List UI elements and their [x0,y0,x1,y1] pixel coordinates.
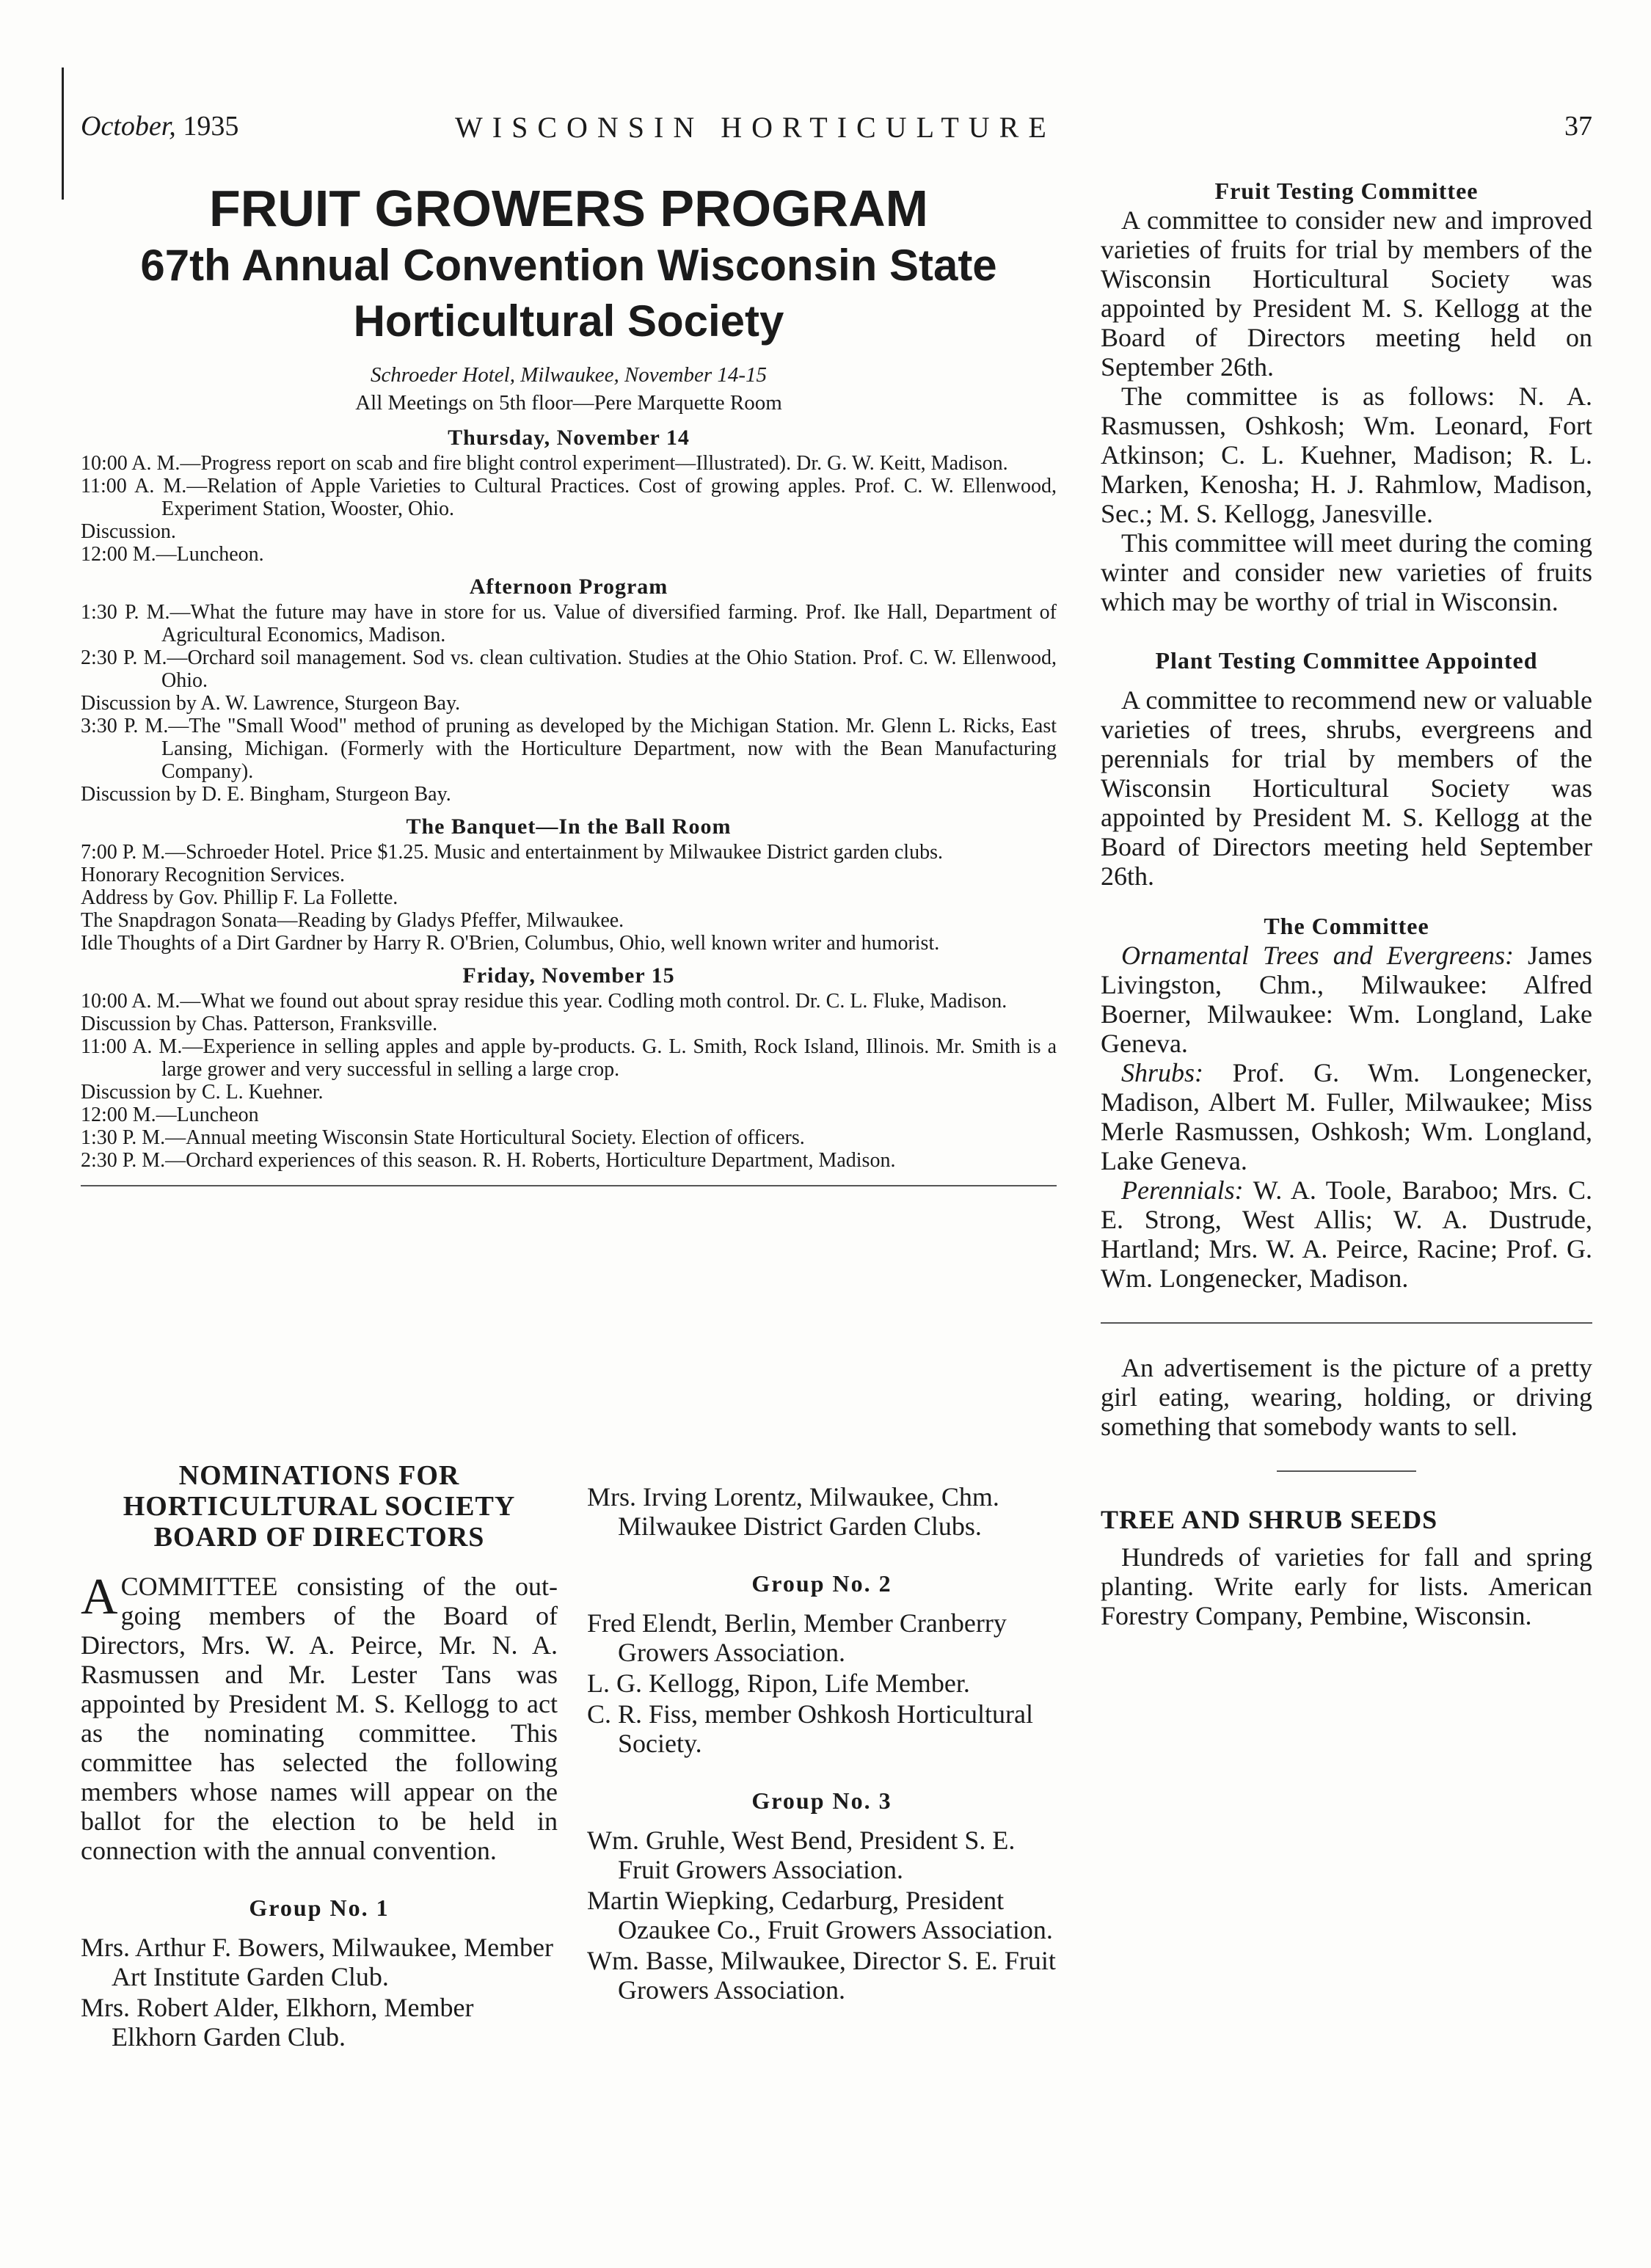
advertisement-quip: An advertisement is the picture of a pretty girl eating, wearing, holding, or driving something that somebody wants to sell. [1101,1353,1592,1441]
section-divider [1101,1322,1592,1324]
program-entry: The Snapdragon Sonata—Reading by Gladys Pfeffer, Milwaukee. [81,909,624,932]
program-entry: 7:00 P. M.—Schroeder Hotel. Price $1.25. Music and entertainment by Milwaukee District garden clubs. [81,841,943,864]
nominee: Mrs. Irving Lorentz, Milwaukee, Chm. Milwaukee District Garden Clubs. [587,1482,999,1541]
committee-ornamental: Ornamental Trees and Evergreens: James Livingston, Chm., Milwaukee: Alfred Boerner, Milwaukee: Wm. Longland, Lake Geneva. [1101,941,1592,1058]
program-entry: 11:00 A. M.—Relation of Apple Varieties to Cultural Practices. Cost of growing apples. Prof. C. W. Ellenwood, Experiment Station, Wooster, Ohio. [81,475,1057,520]
program-meetings-note: All Meetings on 5th floor—Pere Marquette Room [355,391,782,415]
section-divider [1277,1470,1416,1472]
program-entry: Discussion by A. W. Lawrence, Sturgeon Bay. [81,692,461,715]
program-entry: Discussion by D. E. Bingham, Sturgeon Bay. [81,783,451,806]
committee-perennials: Perennials: W. A. Toole, Baraboo; Mrs. C. E. Strong, West Allis; W. A. Dustrude, Hartland; Mrs. W. A. Peirce, Racine; Prof. G. Wm. Longenecker, Madison. [1101,1175,1592,1293]
header-title: WISCONSIN HORTICULTURE [455,111,1056,144]
nominee: C. R. Fiss, member Oshkosh Horticultural Society. [587,1699,1033,1758]
paragraph: This committee will meet during the coming winter and consider new varieties of fruits which may be worthy of trial in Wisconsin. [1101,528,1592,616]
section-divider [81,1185,1057,1186]
thursday-heading: Thursday, November 14 [448,426,690,450]
nominee: Fred Elendt, Berlin, Member Cranberry Growers Association. [587,1608,1007,1667]
program-entry: 10:00 A. M.—Progress report on scab and fire blight control experiment—Illustrated). Dr. G. W. Keitt, Madison. [81,452,1008,475]
nominations-article [81,1460,558,2053]
group-2-heading: Group No. 2 [751,1570,892,1597]
committee-heading: The Committee [1264,913,1429,939]
program-entry: 2:30 P. M.—Orchard soil management. Sod vs. clean cultivation. Studies at the Ohio Station. Prof. C. W. Ellenwood, Ohio. [81,646,1057,692]
header-date: October, 1935 [81,111,239,142]
program-entry: 12:00 M.—Luncheon [81,1104,259,1126]
program-subtitle-1: 67th Annual Convention Wisconsin State [140,241,997,290]
nominee: Martin Wiepking, Cedarburg, President Ozaukee Co., Fruit Growers Association. [587,1886,1053,1944]
friday-heading: Friday, November 15 [462,963,675,988]
program-venue: Schroeder Hotel, Milwaukee, November 14-15 [370,363,768,387]
committee-shrubs: Shrubs: Prof. G. Wm. Longenecker, Madison, Albert M. Fuller, Milwaukee; Miss Merle Rasmussen, Oshkosh; Wm. Longland, Lake Geneva. [1101,1058,1593,1175]
group-1-heading: Group No. 1 [249,1895,390,1921]
program-title: FRUIT GROWERS PROGRAM [209,180,928,237]
afternoon-heading: Afternoon Program [469,575,668,599]
nominee: L. G. Kellogg, Ripon, Life Member. [587,1669,970,1698]
banquet-heading: The Banquet—In the Ball Room [406,814,732,839]
nominations-continued [587,1482,1057,2006]
nominee: Mrs. Robert Alder, Elkhorn, Member Elkhorn Garden Club. [81,1993,474,2052]
margin-rule [62,68,64,200]
program-entry: Discussion. [81,520,176,543]
program-subtitle-2: Horticultural Society [353,296,784,346]
program-entry: 2:30 P. M.—Orchard experiences of this season. R. H. Roberts, Horticulture Department, Madison. [81,1149,896,1172]
program-entry: Address by Gov. Phillip F. La Follette. [81,886,398,909]
fruit-growers-program [81,176,1057,1186]
program-entry: 12:00 M.—Luncheon. [81,543,264,566]
plant-testing-heading: Plant Testing Committee Appointed [1155,647,1538,674]
nominee: Mrs. Arthur F. Bowers, Milwaukee, Member Art Institute Garden Club. [81,1933,554,1991]
program-entry: Discussion by Chas. Patterson, Franksville. [81,1013,438,1035]
program-entry: 11:00 A. M.—Experience in selling apples and apple by-products. G. L. Smith, Rock Island, Illinois. Mr. Smith is a large grower and very successful in selling a large crop. [81,1035,1057,1081]
nominee: Wm. Gruhle, West Bend, President S. E. Fruit Growers Association. [587,1826,1016,1884]
program-entry: Discussion by C. L. Kuehner. [81,1081,324,1104]
paragraph: A committee to consider new and improved varieties of fruits for trial by members of the Wisconsin Horticultural Society was appointed by President M. S. Kellogg at the Board of Directors meeting held on September 26th. [1101,205,1592,382]
seeds-heading: TREE AND SHRUB SEEDS [1101,1505,1438,1534]
nominations-title: NOMINATIONS FOR HORTICULTURAL SOCIETY BOARD OF DIRECTORS [123,1460,516,1553]
fruit-testing-heading: Fruit Testing Committee [1214,178,1479,204]
group-3-heading: Group No. 3 [751,1787,892,1814]
program-entry: 3:30 P. M.—The "Small Wood" method of pruning as developed by the Michigan Station. Mr. Glenn L. Ricks, East Lansing, Michigan. (Formerly with the Horticulture Department, now with the Bean Manufacturing Company). [81,715,1057,783]
program-entry: Idle Thoughts of a Dirt Gardner by Harry R. O'Brien, Columbus, Ohio, well known writer and humorist. [81,932,940,955]
paragraph: A committee to recommend new or valuable varieties of trees, shrubs, evergreens and perennials for trial by members of the Wisconsin Horticultural Society was appointed by President M. S. Kellogg at the Board of Directors meeting held September 26th. [1101,685,1592,891]
program-entry: 10:00 A. M.—What we found out about spray residue this year. Codling moth control. Dr. C. L. Fluke, Madison. [81,990,1007,1013]
nominee: Wm. Basse, Milwaukee, Director S. E. Fruit Growers Association. [587,1946,1056,2005]
drop-cap: A [81,1569,118,1625]
program-entry: Honorary Recognition Services. [81,864,346,886]
running-header [81,110,1592,154]
program-entry: 1:30 P. M.—What the future may have in store for us. Value of diversified farming. Prof. Ike Hall, Department of Agricultural Economics, Madison. [81,601,1057,646]
page-number: 37 [1564,111,1592,142]
right-column [1101,176,1592,1630]
paragraph: The committee is as follows: N. A. Rasmussen, Oshkosh; Wm. Leonard, Fort Atkinson; C. L. Kuehner, Madison; R. L. Marken, Kenosha; H. J. Rahmlow, Madison, Sec.; M. S. Kellogg, Janesville. [1101,382,1592,528]
seeds-advert: Hundreds of varieties for fall and spring planting. Write early for lists. American Forestry Company, Pembine, Wisconsin. [1101,1542,1592,1630]
program-entry: 1:30 P. M.—Annual meeting Wisconsin State Horticultural Society. Election of officers. [81,1126,805,1149]
nominations-body: ACOMMITTEE consisting of the out-going members of the Board of Directors, Mrs. W. A. Peirce, Mr. N. A. Rasmussen and Mr. Lester Tans was appointed by President M. S. Kellogg to act as the nominating committee. This committee has selected the following members whose names will appear on the ballot for the election to be held in connection with the annual convention. [81,1569,558,1865]
